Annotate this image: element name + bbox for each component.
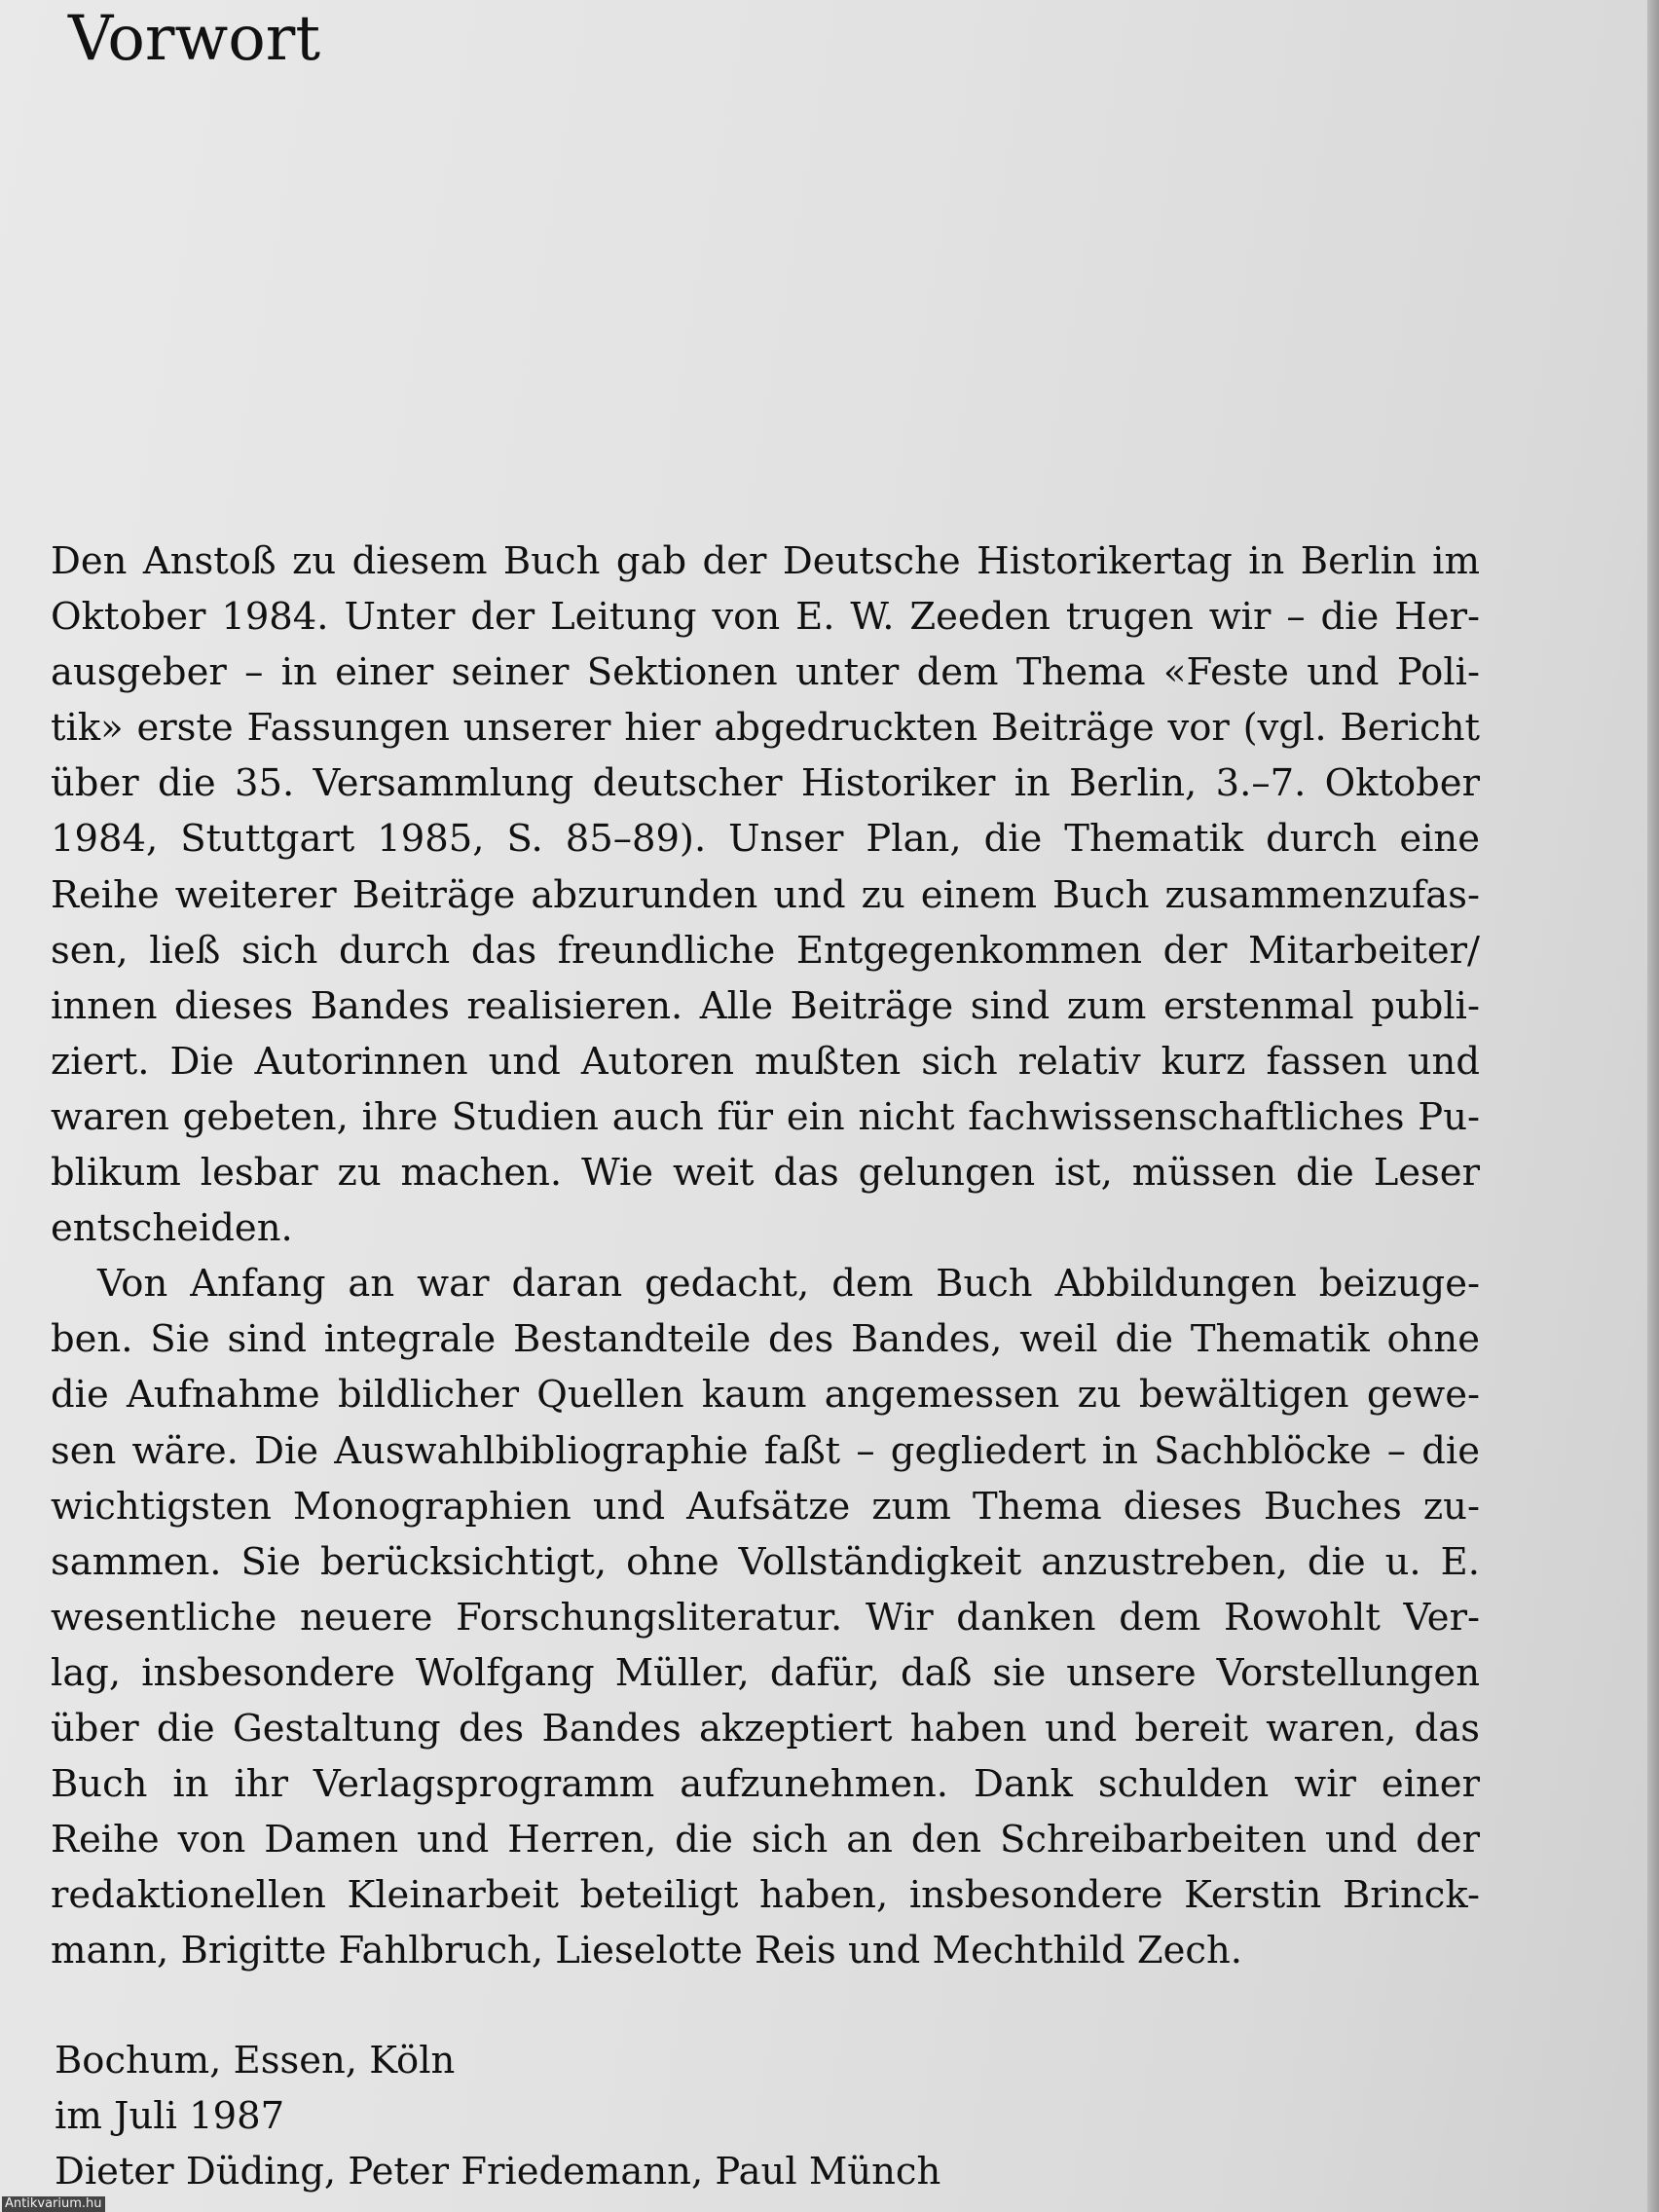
paragraph-2-line: mann, Brigitte Fahlbruch, Lieselotte Reis und Mechthild Zech. [51, 1929, 1242, 1973]
watermark: Antikvarium.hu [2, 2196, 105, 2212]
paragraph-1-line: sen, ließ sich durch das freundliche Entgegenkommen der Mitarbeiter/ [51, 928, 1480, 973]
page-edge-shadow [1647, 0, 1659, 2212]
signature-date: im Juli 1987 [55, 2094, 285, 2138]
paragraph-1-line: blikum lesbar zu machen. Wie weit das gelungen ist, müssen die Leser [51, 1151, 1480, 1196]
paragraph-1-line: Oktober 1984. Unter der Leitung von E. W. Zeeden trugen wir – die Her- [51, 595, 1480, 640]
paragraph-1-line: über die 35. Versammlung deutscher Historiker in Berlin, 3.–7. Oktober [51, 761, 1480, 806]
paragraph-2-line: die Aufnahme bildlicher Quellen kaum angemessen zu bewältigen gewe- [51, 1373, 1480, 1418]
paragraph-2-line: Buch in ihr Verlagsprogramm aufzunehmen. Dank schulden wir einer [51, 1762, 1480, 1807]
signature-authors: Dieter Düding, Peter Friedemann, Paul Münch [55, 2150, 941, 2194]
page-title: Vorwort [68, 3, 321, 75]
paragraph-1-line: Reihe weiterer Beiträge abzurunden und zu einem Buch zusammenzufas- [51, 872, 1480, 917]
paragraph-1-line: ziert. Die Autorinnen und Autoren mußten sich relativ kurz fassen und [51, 1039, 1480, 1084]
body-text [51, 534, 1480, 1978]
paragraph-2-line: Von Anfang an war daran gedacht, dem Buch Abbildungen beizuge- [97, 1262, 1480, 1307]
paragraph-1-line: entscheiden. [51, 1206, 293, 1251]
paragraph-2-line: lag, insbesondere Wolfgang Müller, dafür, daß sie unsere Vorstellungen [51, 1650, 1480, 1695]
paragraph-1-line: 1984, Stuttgart 1985, S. 85–89). Unser Plan, die Thematik durch eine [51, 817, 1480, 862]
paragraph-2-line: wichtigsten Monographien und Aufsätze zum Thema dieses Buches zu- [51, 1484, 1480, 1529]
paragraph-2-line: sen wäre. Die Auswahlbibliographie faßt – gegliedert in Sachblöcke – die [51, 1428, 1480, 1473]
paragraph-2-line: über die Gestaltung des Bandes akzeptiert haben und bereit waren, das [51, 1706, 1480, 1751]
paragraph-2-line: ben. Sie sind integrale Bestandteile des Bandes, weil die Thematik ohne [51, 1317, 1480, 1362]
paragraph-2-line: Reihe von Damen und Herren, die sich an den Schreibarbeiten und der [51, 1818, 1480, 1862]
paragraph-1-line: innen dieses Bandes realisieren. Alle Beiträge sind zum erstenmal publi- [51, 983, 1480, 1028]
paragraph-1-line: tik» erste Fassungen unserer hier abgedruckten Beiträge vor (vgl. Bericht [51, 706, 1480, 751]
signature-places: Bochum, Essen, Köln [55, 2039, 456, 2083]
paragraph-2-line: wesentliche neuere Forschungsliteratur. Wir danken dem Rowohlt Ver- [51, 1595, 1480, 1640]
paragraph-1-line: Den Anstoß zu diesem Buch gab der Deutsche Historikertag in Berlin im [51, 539, 1480, 583]
signature-block [55, 2033, 940, 2199]
paragraph-1-line: ausgeber – in einer seiner Sektionen unter dem Thema «Feste und Poli- [51, 650, 1480, 695]
paragraph-1-line: waren gebeten, ihre Studien auch für ein nicht fachwissenschaftliches Pu- [51, 1094, 1480, 1139]
paragraph-2-line: sammen. Sie berücksichtigt, ohne Vollständigkeit anzustreben, die u. E. [51, 1539, 1480, 1584]
paragraph-2-line: redaktionellen Kleinarbeit beteiligt haben, insbesondere Kerstin Brinck- [51, 1873, 1480, 1918]
